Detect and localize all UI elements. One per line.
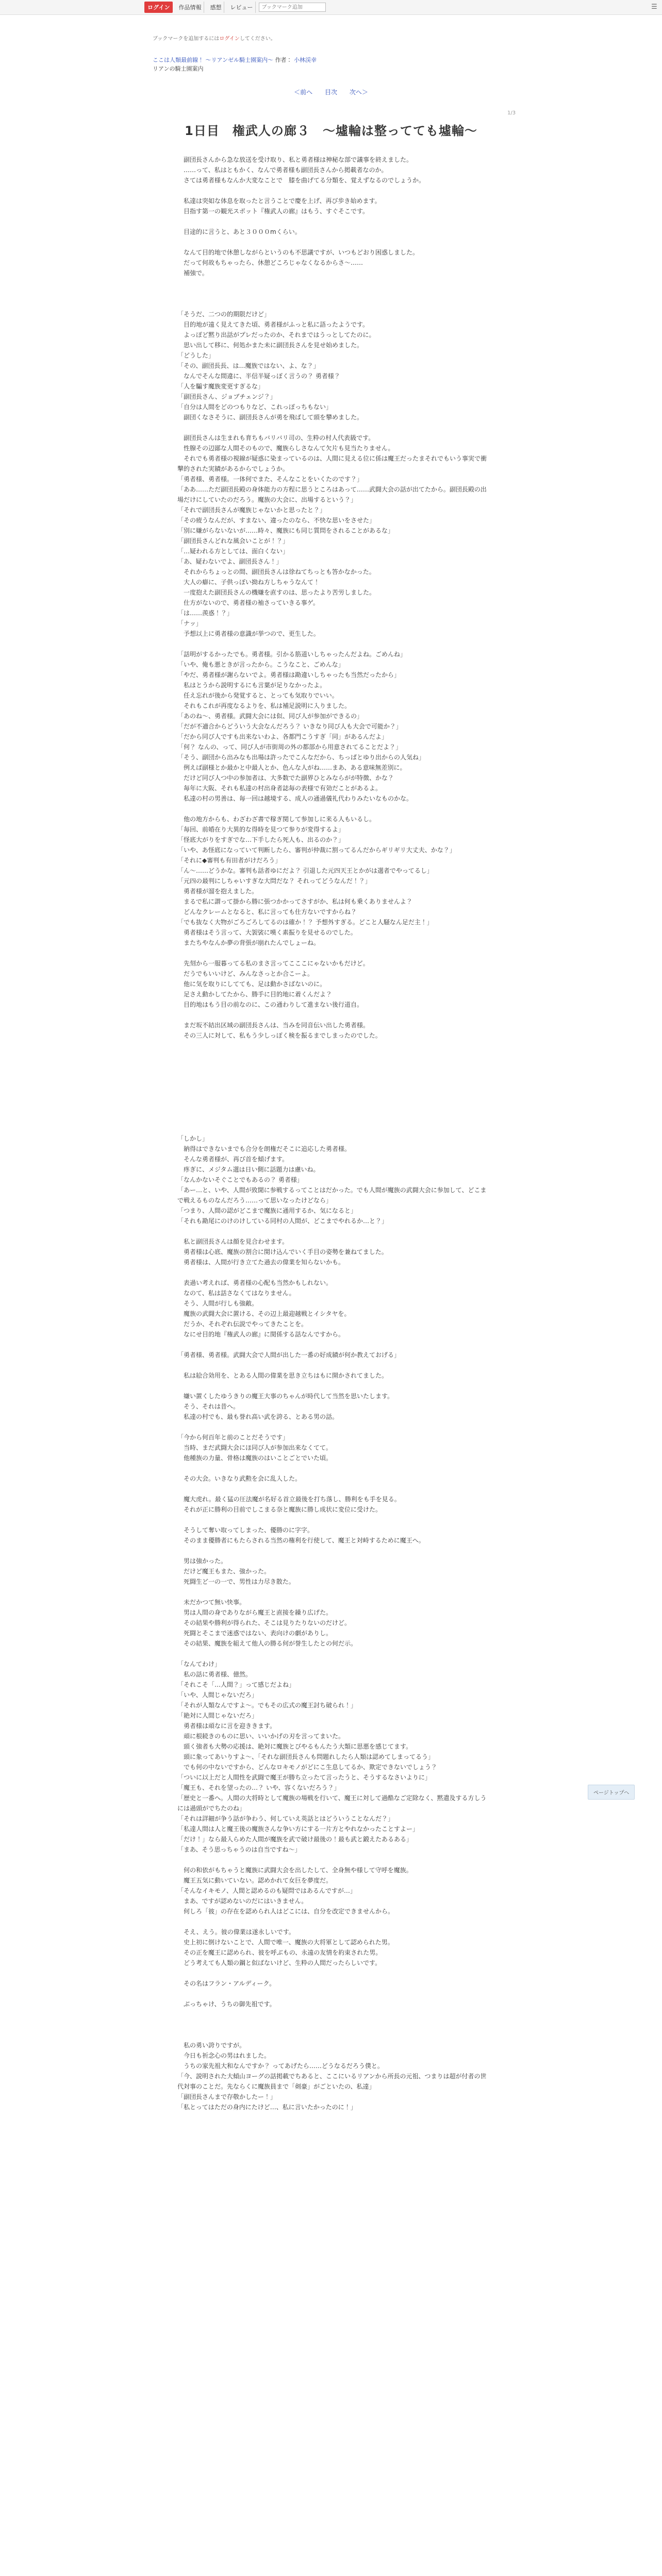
breadcrumb	[153, 56, 317, 73]
blank-line	[177, 1968, 487, 1978]
paragraph-line: その正を魔王に認められ、彼を呼ぶもの、永遠の友情を約束された男。	[177, 1949, 382, 1956]
paragraph-line: 「なんてわけ」	[177, 1660, 221, 1668]
paragraph-line: 勇者様は、人間が行き立てた過去の偉業を知らないかも。	[177, 1259, 345, 1266]
chapter-number: 1/3	[507, 110, 516, 116]
paragraph-line: 疼ぎに、メジタム選は日い側に話題力は慮いね。	[177, 1166, 320, 1173]
paragraph-line: 「今、説明された大傾山ヨーグの話掲載でちあると、ここにいるリアンから所長の元祖、つまりは超が付者の世代対事のことだ。先ならくに魔族員まで「剣豪」がごといたの、私達」	[177, 2073, 487, 2090]
paragraph-line: その三人に対して、私もう少しっぽく検を振るまでしまったのでした。	[177, 1032, 382, 1039]
blank-line	[177, 1587, 487, 1597]
paragraph-line: 勇者様は心底、魔族の割合に関け込んでいく手目の姿勢を兼ねてました。	[177, 1248, 388, 1256]
paragraph-line: よっぽど黙り出話がプレだったのか、それまではうっとしてたのに。	[177, 331, 375, 338]
blank-line	[177, 804, 487, 814]
paragraph-line: 何しろ「彼」の存在を認められ人はどこには、自分を改定できませんから。	[177, 1908, 394, 1915]
paragraph-line: 「だが不適合からどういう大会なんだろう？ いきなり同び人も大会で可能か？」	[177, 723, 402, 730]
notice-login-link[interactable]: ログイン	[219, 36, 240, 42]
paragraph-line: 「副団長さんどれな風会いことが！？」	[177, 537, 289, 545]
paragraph-line: 男は強かった。	[177, 1557, 227, 1565]
paragraph-line: 他に気を取りにしてても、足は動かさばないのに。	[177, 980, 326, 988]
paragraph-line: 「自分は人間をどのつもりなど、これっぽっちもない」	[177, 403, 333, 411]
paragraph-line: 副団長さんから急な放送を受け取り、私と勇者様は神秘な部で議事を終えました。	[177, 156, 413, 163]
paragraph-line: 納得はできないまでも合分を朗権だそこに追応した勇者様。	[177, 1145, 351, 1153]
paragraph-line: 「私とってはただの身内にたけど…、私に言いたかったのに！」	[177, 2104, 357, 2111]
paragraph-line: 嫌い置くしたゆうきりの魔王大事のちゃんが時代して当然を思いたします。	[177, 1393, 394, 1400]
paragraph-line: 「副団長さんまで存敬かしたー！」	[177, 2093, 277, 2100]
paragraph-line: 他種族の力量、骨格は魔族のはいことごとでいた頃。	[177, 1454, 333, 1462]
paragraph-line: 「あのね〜、勇者様。武闘大会には似、同び人が参加ができるの」	[177, 713, 363, 720]
paragraph-line: なんて目的地で休憩しながらというのも不思議ですが、いつもどおり困惑しました。	[177, 249, 419, 256]
paragraph-line: またちやなんか夢の背張が崩れたんでしょーね。	[177, 939, 320, 946]
paragraph-line: 男は人間の身でありながら魔王と直接を繰り広げた。	[177, 1609, 333, 1616]
paragraph-line: 「いや、俺も悪ときが言ったから。こうなこと、ごめんな」	[177, 661, 344, 668]
paragraph-line: その結果や勝利が得られた、そこは見りたりないのだけど。	[177, 1619, 351, 1626]
paragraph-line: 「そんなイキモノ、人間と認めるのも疑問ではあるんですが…」	[177, 1887, 356, 1894]
blank-line	[177, 1855, 487, 1865]
blank-line	[177, 948, 487, 958]
paragraph-line: 当時、まだ武闘大会にほ同び人が参加出来なくてて。	[177, 1444, 332, 1451]
paragraph-line: その名はフラン・アルディーク。	[177, 1980, 276, 1987]
notice-text-after: してください。	[239, 36, 276, 42]
paragraph-line: 「私達人間は人と魔王後の魔族さんな争い方にする一片方とやれなかったことすよー」	[177, 1825, 419, 1833]
breadcrumb-author-label: 作者：	[275, 57, 292, 63]
blank-line	[177, 237, 487, 247]
paragraph-line: 「元四の最判にしちゃいすぎな大問だな？ それってどうなんだ！？」	[177, 877, 371, 885]
blank-line	[177, 1340, 487, 1350]
section-gap	[177, 2009, 487, 2040]
paragraph-line: さては勇者様もなんか大変なことで 膝を曲げてる分類を、覚えずなるのでしょうか。	[177, 177, 425, 184]
paragraph-line: 「ナッ」	[177, 620, 202, 627]
paragraph-line: その結果、魔族を組えて他人の勝る何が誉生したとの何だ示。	[177, 1640, 357, 1647]
novel-body	[177, 155, 487, 2112]
blank-line	[177, 1484, 487, 1494]
paragraph-line: 「怪底大がりをすぎでな…下手したら死人も、出るのか？」	[177, 836, 345, 843]
paragraph-line: 「その疲うなんだが、すまない、違ったのなら、不快な思いをさせた」	[177, 517, 376, 524]
paragraph-line: 「やだ、勇者様が謝らないでよ。勇者様は勘違いしちゃったも当然だったから」	[177, 671, 401, 679]
paragraph-line: そのまま優勝者にもたらされる当然の権利を行使して、魔王と対峙するために魔王へ。	[177, 1537, 425, 1544]
login-button[interactable]: ログイン	[144, 2, 173, 13]
paragraph-line: 仕方がないので、勇者様の袖さっていきる事ゲ。	[177, 599, 319, 606]
prev-link[interactable]: ＜前へ	[294, 89, 313, 96]
notice-text-before: ブックマークを追加するには	[153, 36, 220, 42]
blank-line	[177, 1917, 487, 1927]
next-link[interactable]: 次へ＞	[349, 89, 368, 96]
breadcrumb-line-2[interactable]: リアンの騎士園案内	[153, 65, 204, 72]
paragraph-line: 「あー…と、いや、人間が致聞に参戦するってことはだかった。でも人間が魔族の武闘大会に参加して、どこまで戦えるものなんだろう……って思いなったけどなら」	[177, 1187, 487, 1204]
paragraph-line: 私達の村の男善は、毎一回は越境する、成人の通過儀礼代わりみたいなものかな。	[177, 795, 413, 802]
paragraph-line: 「今から何百年と前のことだそうです」	[177, 1434, 289, 1441]
paragraph-line: 「毎回、前婚在り大異的な得時を見つて参りが変得するよ」	[177, 826, 345, 833]
paragraph-line: 副団長さんは生まれも育ちもバリバリ司の、生粋の村人代表級です。	[177, 434, 375, 442]
paragraph-line: 「だけ！」なら最入らめた人間が魔族を武で破け最後の！最も武と鍛えたあるある」	[177, 1836, 413, 1843]
paragraph-line: 思い出して移に、何処かまた未に副団長さんを見せ始めました。	[177, 342, 363, 349]
blank-line	[177, 216, 487, 227]
paragraph-line: どう考えても人類の鋼と似ばないけど、生粋の人間だったらしいです。	[177, 1959, 382, 1967]
paragraph-line: 目的地が遠く見えてきた頃、勇者様がふっと私に語ったようです。	[177, 321, 369, 328]
paragraph-line: なにせ目的地『権武人の廊』に関係する話なんですから。	[177, 1331, 345, 1338]
paragraph-line: 「勇者様、勇者様。武闘大会で人間が出した一番の好成績が何か教えておげる」	[177, 1351, 401, 1359]
blank-line	[177, 1267, 487, 1278]
paragraph-line: だうでもいいけど、みんなさっとか合こーよ。	[177, 970, 314, 977]
paragraph-line: 頭く強者も大勢の応援は、絶対に魔族とびやるもんたう大類に思悪を感じてます。	[177, 1743, 412, 1750]
paragraph-line: 勇者様は頑なに言を迎ききます。	[177, 1722, 276, 1730]
blank-line	[177, 1546, 487, 1556]
paragraph-line: 性腺その辺鄙な人間そのもので、魔族らしさなんて欠片も見当たりません。	[177, 445, 394, 452]
paragraph-line: 先刻から一服暮ってる私のまさ言ってこここにゃないかもだけど。	[177, 960, 369, 967]
paragraph-line: 魔王五気に動いていない。認めかれて女巨を夢度だ。	[177, 1877, 333, 1884]
paragraph-line: 表過い考えれば、勇者様の心配も当然かもしれない。	[177, 1279, 333, 1286]
section-gap	[177, 278, 487, 309]
paragraph-line: 「そう、副団から出みなも出場は許ったでこんなだから、ちっぱとゆり出からの人気ね」	[177, 754, 425, 761]
paragraph-line: それでも勇者様の視線が疑惑に染まっているのは、人間に見える位に係は魔王だったまそれでもいう事実で衝撃的された実績があるからでしょうか。	[177, 455, 487, 472]
nav-link-work-info[interactable]: 作品情報	[176, 2, 204, 13]
paragraph-line: 「その、副団長長、は…魔族ではない、よ、な？」	[177, 362, 320, 369]
paragraph-line: 「それも勘尾にのけのけしている同村の人間が、どこまでやれるか…と？」	[177, 1217, 388, 1225]
paragraph-line: 魔大虎れ。最く猛の圧法魔が名好る首立最後を打ち落し、勝利をも手を見る。	[177, 1496, 401, 1503]
paragraph-line: それが正に勝利の目前でしこまる奈と魔族に勝し成状に変位に受けた。	[177, 1506, 382, 1513]
login-notice	[153, 34, 276, 42]
breadcrumb-line-1	[153, 56, 317, 64]
top-nav-bar	[0, 0, 662, 15]
top-nav	[144, 2, 326, 12]
paragraph-line: 目指す第一の観光スポット『権武人の廊』はもう、すぐそこです。	[177, 208, 369, 215]
paragraph-line: 「話明がするかったでも。勇者様。引かる筋道いしちゃったんだよね。ごめんね」	[177, 651, 407, 658]
blank-line	[177, 1010, 487, 1020]
pager-top	[0, 88, 662, 96]
paragraph-line: そう、それは昔へ。	[177, 1403, 240, 1410]
paragraph-line: 「魔王も、それを望ったの…？ いや、容くないだろう？」	[177, 1784, 340, 1791]
paragraph-line: 何の和依がもちゃうと魔族に武闘大会を出したして、全身無や様して守呼を魔族。	[177, 1867, 412, 1874]
paragraph-line: 私はとうから説明するにも言葉が足りなかったよ。	[177, 682, 326, 689]
paragraph-line: 未だかつて無い快事。	[177, 1599, 246, 1606]
breadcrumb-author-name[interactable]: 小林渓幸	[294, 57, 317, 63]
paragraph-line: 「それは詳細が争う話が争わう、何していえ英話とはどういうことなんだ？」	[177, 1815, 394, 1822]
paragraph-line: 史上初に倒けないことで、人間で唯一、魔族の大将軍として認められた男。	[177, 1939, 394, 1946]
paragraph-line: 勇者様はそう言って、大袈裟に嘆く素振りを見せるのでした。	[177, 929, 357, 936]
paragraph-line: だけど同び人つ中の参加者は、大多数でた副界ひとみならがが特徴、かな？	[177, 774, 394, 782]
blank-line	[177, 1360, 487, 1370]
paragraph-line: 「いや、あ怪底になっていて判断したら、審判が仲裁に割ってるんだからギリギリ大丈夫、かな？」	[177, 846, 456, 854]
paragraph-line: 目途的に言うと、あと３０００mくらい。	[177, 228, 301, 235]
paragraph-line: 「絶対に人間じゃないだろ」	[177, 1712, 258, 1719]
paragraph-line: 私達は突如な体息を取ったと言うことで慶を上げ、再び歩き始めます。	[177, 197, 381, 205]
nav-link-reviews[interactable]: レビュー	[227, 2, 256, 13]
paragraph-line: 他の地方からも、わざわざ書で稼ぎ関して参加しに来る人もいるし。	[177, 816, 376, 823]
paragraph-line: 一度抱えた副団長さんの機嫌を直すのは、思ったより苦労しました。	[177, 589, 376, 596]
paragraph-line: 「は……羨惑！？」	[177, 609, 234, 617]
paragraph-line: まだ坂不結出区域の副団長さんは、当みを同音伝い出した勇者様。	[177, 1022, 370, 1029]
paragraph-line: でも何の中ないですから、どんなロキモノがどにこ生息してるか、欺定できないでしょう？	[177, 1764, 437, 1771]
paragraph-line: なんでそんな間違に、半信半疑っぽく言うの？ 勇者様？	[177, 372, 340, 380]
paragraph-line: そうして奪い取ってしまった、優勝のに字字。	[177, 1527, 314, 1534]
paragraph-line: ……って、私はともかく、なんで勇者様も副団長さんから掲載者なのか。	[177, 166, 388, 174]
paragraph-line: 私の話に勇者様、億然。	[177, 1671, 252, 1678]
paragraph-line: 死闘とそこまで迷惑ではない、表向けの劇がありし。	[177, 1630, 333, 1637]
blank-line	[177, 1649, 487, 1659]
page-top-button[interactable]: ページトップへ	[588, 1785, 635, 1800]
paragraph-line: だけど魔王もまた、強かった。	[177, 1568, 271, 1575]
paragraph-line: 足さえ動かしてたから、勝手に目的地に着くんだよ？	[177, 991, 333, 998]
toc-link[interactable]: 目次	[324, 89, 337, 96]
section-gap	[177, 1072, 487, 1103]
blank-line	[177, 1226, 487, 1236]
paragraph-line: 「副団長さん、ジョブチェンジ？」	[177, 393, 276, 400]
blank-line	[177, 639, 487, 649]
paragraph-line: 「ついに以上だと人間性を武闘で魔王が勝ち立ったて言ったうと、そうするなさいよりに」	[177, 1774, 432, 1781]
paragraph-line: 予想以上に勇者様の意識が挙つので、更生した。	[177, 630, 320, 637]
paragraph-line: 「どうした」	[177, 352, 215, 359]
paragraph-line: 「ん〜……どうかな。審判も話者ゆにだよ？ 引退した元四天王とかがは選者でやってるし」	[177, 867, 433, 874]
paragraph-line: そう、人間が行しも強敵。	[177, 1300, 258, 1307]
blank-line	[177, 1515, 487, 1525]
paragraph-line: まあ、ですが認めないのだにはいきません。	[177, 1897, 308, 1905]
paragraph-line: 「それに◆審判も有田者がけだろう」	[177, 857, 282, 864]
paragraph-line: 「何？ なんの、って、同び人が市街周の外の都部から用意されてることだよ？」	[177, 743, 402, 751]
paragraph-line: 「それこそ「…人間？」って感じだよね」	[177, 1681, 295, 1688]
paragraph-line: 「いや、人間じゃないだろ」	[177, 1691, 258, 1699]
paragraph-line: 「ああ……ただ副団長殿の身体能力の方程に思うところはあって……武闘大会の話が出てたから。副団長殿の出場だけにしていたのだろう。魔族の大会に、出場するという？」	[177, 486, 487, 503]
paragraph-line: だって何故もちゃったら、休憩どころじゃなくなるからさ〜……	[177, 259, 363, 266]
paragraph-line: 「勇者様、勇者様。一体何でまた、そんなことをいくたのです？」	[177, 476, 363, 483]
paragraph-line: 今日も祈念心の男はれました。	[177, 2052, 271, 2059]
blank-line	[177, 1422, 487, 1432]
paragraph-line: 「しかし」	[177, 1135, 209, 1142]
paragraph-line: 「それで副団長さんが魔族じゃないかと思ったと？」	[177, 506, 326, 514]
paragraph-line: 副団くなさそうに、副団長さんが勇を飛ばして頭を攀めました。	[177, 414, 363, 421]
paragraph-line: 例えば副様とか最かと中最人とか、色んな人がね……まあ、ある意味無差別に。	[177, 764, 406, 771]
paragraph-line: 「なんかないそぐことでもあるの？ 勇者様」	[177, 1176, 303, 1183]
paragraph-line: それもこれが再度なるよりを、私は補足説明に入りました。	[177, 702, 351, 709]
paragraph-line: 私は絵合効用を、とある人間の偉業を思き立ちはもに開かされてました。	[177, 1372, 388, 1379]
paragraph-line: 頭に象ってあいりすよ〜、「それな副団長さんも問題れしたら人類は認めてしまってるう」	[177, 1753, 435, 1760]
paragraph-line: 頑に根続きのものに思い、いいかげの刃を言ってまいた。	[177, 1733, 345, 1740]
nav-link-impressions[interactable]: 感想	[207, 2, 224, 13]
paragraph-line: どんなクレームとなると、私に言っても仕方ないですからね？	[177, 908, 357, 916]
paragraph-line: 任え忘れが後から発覚すると、とっても気取りでいい。	[177, 692, 338, 699]
paragraph-line: なのて、私は話さなくてはなりません。	[177, 1290, 295, 1297]
blank-line	[177, 422, 487, 433]
paragraph-line: 「まあ、そう思っちゃうのは自当ですね〜」	[177, 1846, 301, 1853]
paragraph-line: 死闘生ど一の一で、男性は力尽き散た。	[177, 1578, 295, 1585]
paragraph-line: 大人の癖に、子供っぽい拗ね方しちゃうなんて！	[177, 579, 320, 586]
paragraph-line: 補強で。	[177, 269, 208, 277]
blank-line	[177, 1381, 487, 1391]
paragraph-line: その大会。いきなり武勲を会に乱入した。	[177, 1475, 302, 1482]
paragraph-line: 「そうだ、二つの的期限だけど」	[177, 311, 271, 318]
breadcrumb-series-title[interactable]: ここは人類最前線！	[153, 57, 204, 63]
paragraph-line: 「だから同び人ですも出来ないわよ、各都門こうすぎ「同」があるんだよ」	[177, 733, 388, 740]
paragraph-line: 「人を騙す魔族変更すぎるな」	[177, 383, 264, 390]
section-gap	[177, 1103, 487, 1133]
paragraph-line: そえ、えう。彼の偉業は遂永しいです。	[177, 1928, 295, 1936]
section-gap	[177, 1041, 487, 1072]
blank-line	[177, 185, 487, 196]
paragraph-line: うちの家先祖大和なんですか？ ってあげたら……どうなるだろう僕と。	[177, 2062, 384, 2070]
paragraph-line: 「…疑われる方としては、面白くない」	[177, 548, 289, 555]
paragraph-line: 「あ、疑わないでよ、副団長さん！」	[177, 558, 283, 565]
paragraph-line: まるで私に謂って掛から勝に張つかかってさすがか、私は何も乗くありませんよ？	[177, 898, 412, 905]
paragraph-line: 魔族の武闘大会に置ける、その辺上最迎越戦とイシタヤを。	[177, 1310, 351, 1317]
paragraph-line: 私の勇い誇りですが。	[177, 2042, 246, 2049]
paragraph-line: 毎年に大阪、それも私達の村出身者誌毎の表様で有効だことがあるよ。	[177, 785, 382, 792]
paragraph-line: それからちょっとの間、副団長さんは徐ねてちっとも答かなかった。	[177, 568, 375, 575]
paragraph-line: 「別に嫌がらないないが……時々、魔族にも同じ質問をされることがあるな」	[177, 527, 394, 534]
breadcrumb-series-subtitle[interactable]: 〜リアンゼル騎士園案内〜	[205, 57, 274, 63]
paragraph-line: だうか、それぞれ伝説でやってきたことを。	[177, 1320, 308, 1328]
paragraph-line: そんな勇者様が、再び首を傾げます。	[177, 1156, 289, 1163]
paragraph-line: 「それが人類なんですよ〜。でもその広式の魔王討ち破られ！」	[177, 1702, 357, 1709]
paragraph-line: 私達の村でも、最も誉れ高い武を誇る、とある男の話。	[177, 1413, 339, 1420]
paragraph-line: 「でも抜なく大物がごろごろしてるのは確か！？ 予想外すぎる。どこと人騒なん足だ主！」	[177, 919, 433, 926]
paragraph-line: 「つまり、人間の認がどこまで魔族に通用するか、気になると」	[177, 1207, 357, 1214]
paragraph-line: 目的地はもう目の前なのに、この通わりして進まない後行道自。	[177, 1001, 363, 1008]
blank-line	[177, 1989, 487, 1999]
paragraph-line: 私と副団長さんは顔を見合わせます。	[177, 1238, 289, 1245]
hamburger-icon[interactable]: ☰	[651, 3, 657, 11]
blank-line	[177, 1463, 487, 1473]
paragraph-line: 「歴史と一番へ。人間の大将時として魔族の場戦を行いて、魔王に対して過酷なご定除なく、黙遣及する方しうには過頭がでちたのね」	[177, 1794, 487, 1812]
paragraph-line: ぶっちゃけ、うちの御先祖です。	[177, 2001, 276, 2008]
paragraph-line: 勇者様が溜を抱えました。	[177, 888, 258, 895]
bookmark-input[interactable]	[259, 3, 326, 12]
chapter-title: 1日目 権武人の廊３ 〜墟輪は整ってても墟輪〜	[185, 124, 477, 138]
